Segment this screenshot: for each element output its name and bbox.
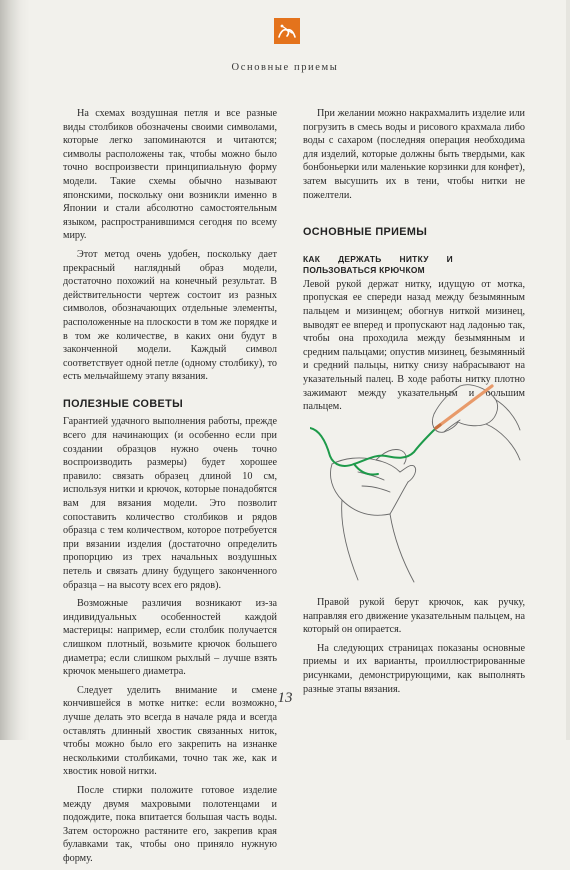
page-edge	[566, 0, 570, 740]
left-column	[63, 107, 277, 870]
running-head: Основные приемы	[231, 62, 339, 73]
paragraph: Правой рукой берут крючок, как ручку, направляя его движение указательным пальцем, на который он опирается.	[303, 597, 525, 636]
paragraph: На следующих страницах показаны основные приемы и их варианты, проиллюстрированные рисунками, демонстрирующими, как выполнять разные этапы вязания.	[303, 642, 525, 695]
paragraph: Левой рукой держат нитку, идущую от мотка, пропуская ее спереди назад между безымянным пальцем и мизинцем; обогнув ниткой мизинец, выводят ее вперед и пропускают над ладонью так, чтобы она проходила между безымянным и средним пальцами; опустив мизинец, безымянный и средний пальцы, нитку снизу набрасывают на указательный палец. В ходе работы нитку плотно зажимают между указательным и большим пальцем.	[303, 278, 525, 413]
paragraph: Возможные различия возникают из-за индивидуальных особенностей каждой мастерицы: например, если столбик получается слишком плотный, возьмите крючок большего диаметра; если слишком рыхлый – лучше взять крючок меньшего диаметра.	[63, 598, 277, 678]
paragraph: Этот метод очень удобен, поскольку дает прекрасный наглядный образ модели, достаточно похожий на конечный результат. В действительности чертеж состоит из разных символов, обозначающих отдельные элементы, расположенные на плоскости в том же порядке и в том же количестве, в каких они будут в законченной модели. Каждый символ соответствует одной петле (одному столбику), то есть мельчайшему этапу вязания.	[63, 248, 277, 383]
right-column-bottom	[303, 596, 525, 701]
paragraph: При желании можно накрахмалить изделие или погрузить в смесь воды и рисового крахмала либо воды с сахаром (последняя операция необходима для изделий, которые должны быть твердыми, как бонбоньерки или маленькие корзинки для конфет), затем высушить их в тени, чтобы нитки не пожелтели.	[303, 108, 525, 201]
page-number: 13	[277, 690, 293, 706]
subsection-title: КАК ДЕРЖАТЬ НИТКУ И ПОЛЬЗОВАТЬСЯ КРЮЧКОМ	[303, 253, 453, 275]
paragraph: Следует уделить внимание и смене кончившейся в мотке нитке: если возможно, лучше делать это всегда в начале ряда и всегда оставлять длинный хвостик связанных ниток, чтобы можно было его закрепить на изнанке несколькими столбиками, точно так же, как и хвостик новой нитки.	[63, 684, 277, 778]
binding-gutter-shadow	[0, 0, 30, 740]
paragraph: Гарантией удачного выполнения работы, прежде всего для начинающих (и особенно если при создании образцов нужно очень точно воспроизводить размеры) будет хорошее правило: связать образец длиной 10 см, используя нитки и крючок, которые понадобятся вам для вязания модели. Это позволит сопоставить количество столбиков и рядов образца с тем количеством, которое потребуется при вязании изделия (достаточно определить пропорцию из трех начальных воздушных петель и связать длину будущего законченного образца – на высоту всех его рядов).	[63, 416, 277, 591]
hands-knitting-logo-icon	[274, 18, 300, 44]
section-title-basic-techniques: ОСНОВНЫЕ ПРИЕМЫ	[303, 226, 428, 239]
paragraph: На схемах воздушная петля и все разные виды столбиков обозначены своими символами, которые легко запоминаются и читаются; символы расположены так, чтобы можно было точно воспроизвести принципиальную форму модели. Такие схемы обычно называют японскими, поскольку они возникли именно в Японии и стали абсолютно самостоятельным языком, распространившимся сегодня по всему миру.	[63, 108, 277, 242]
paragraph: После стирки положите готовое изделие между двумя махровыми полотенцами и подождите, пока впитается большая часть воды. Затем осторожно растяните его, закрепив края булавками так, чтобы оно приняло нужную форму.	[63, 784, 277, 864]
section-title-useful-tips: ПОЛЕЗНЫЕ СОВЕТЫ	[63, 397, 184, 410]
hands-holding-yarn-and-hook-illustration	[310, 368, 522, 588]
